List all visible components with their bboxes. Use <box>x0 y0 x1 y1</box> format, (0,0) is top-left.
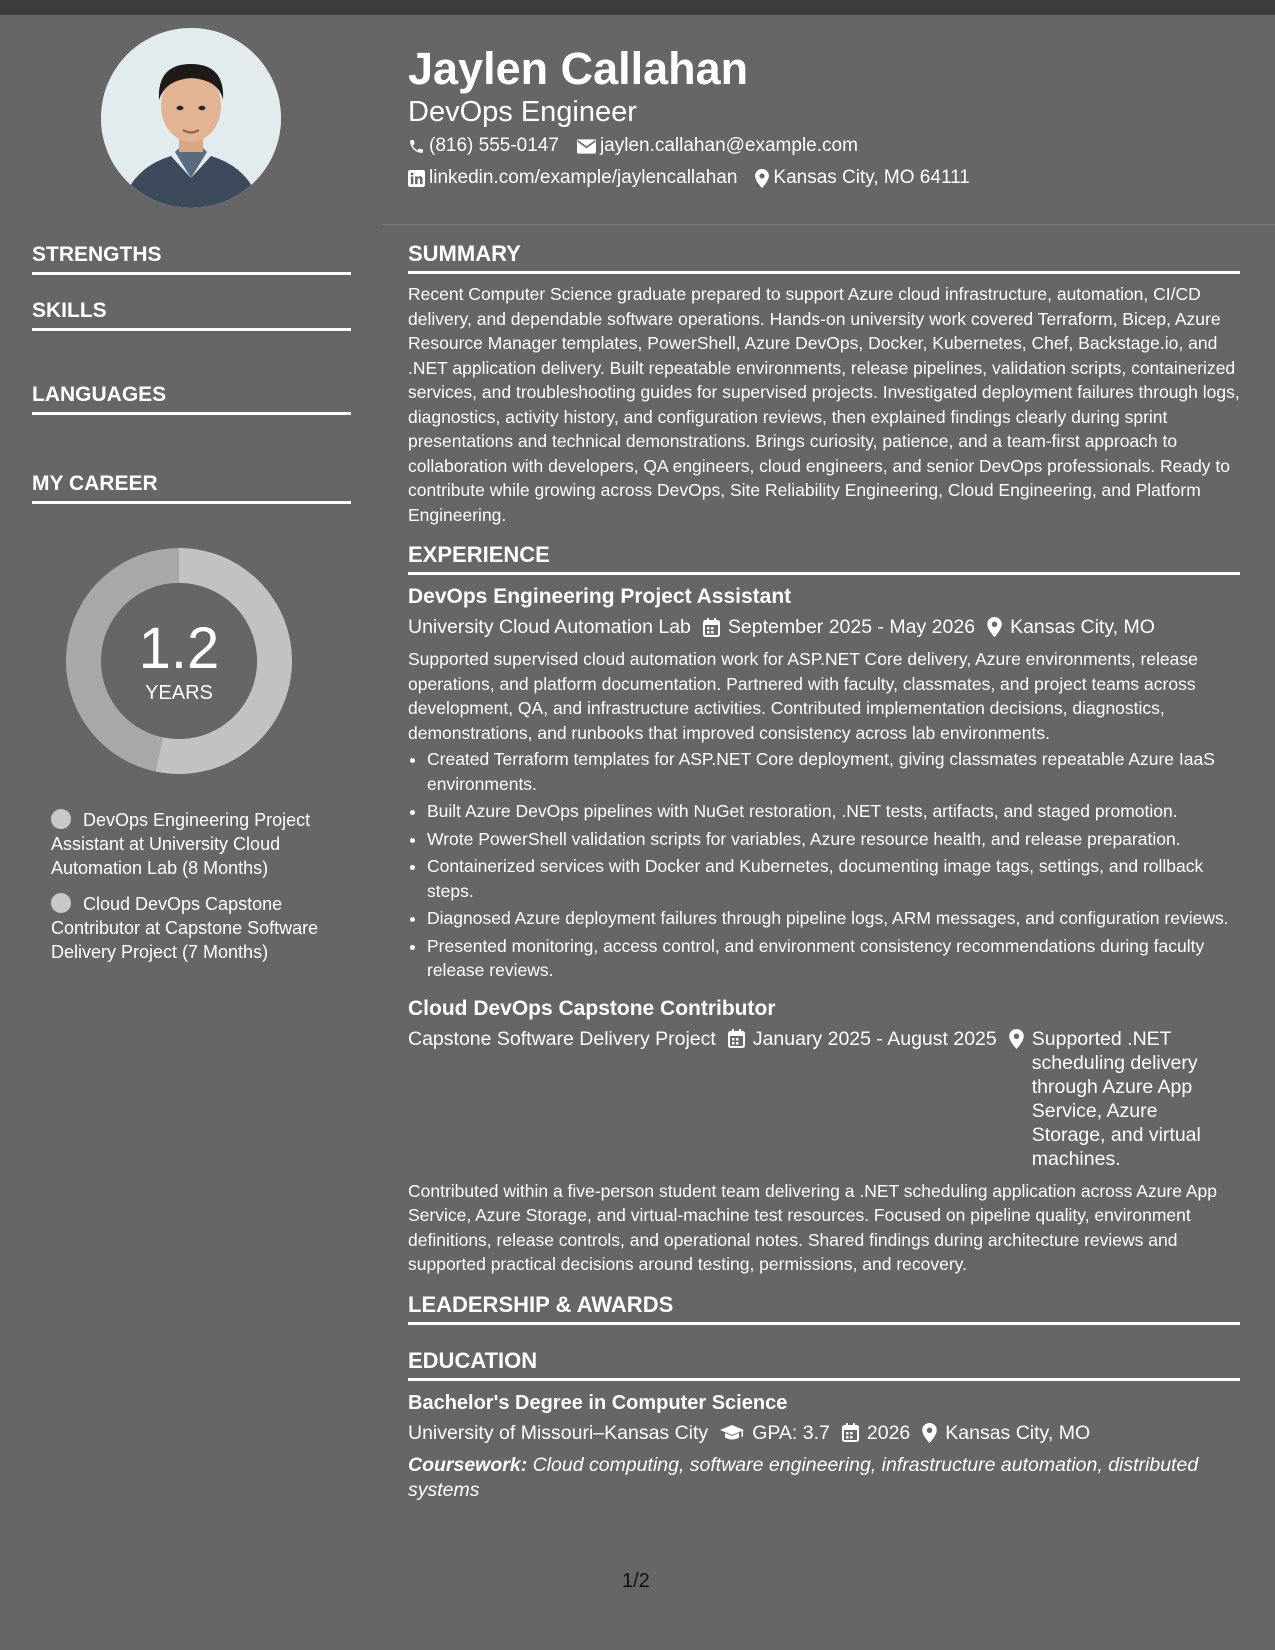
languages-heading: LANGUAGES <box>32 382 351 415</box>
career-heading: MY CAREER <box>32 471 351 504</box>
career-years-unit: YEARS <box>145 682 213 704</box>
career-legend <box>51 808 326 976</box>
career-legend-item <box>51 808 326 880</box>
job-meta <box>408 615 1240 639</box>
map-pin-icon <box>755 169 769 188</box>
education-entry <box>408 1389 1240 1503</box>
degree-title: Bachelor's Degree in Computer Science <box>408 1391 788 1414</box>
map-pin-icon <box>1009 1029 1024 1049</box>
job-org: University Cloud Automation Lab <box>408 616 691 638</box>
coursework <box>408 1453 1240 1503</box>
job-org: Capstone Software Delivery Project <box>408 1027 716 1050</box>
job-bullet: • Containerized services with Docker and Kubernetes, documenting image tags, settings, and rollback steps. <box>427 854 1240 903</box>
candidate-name: Jaylen Callahan <box>408 43 749 94</box>
job-entry <box>408 995 1240 1277</box>
gpa <box>720 1421 830 1445</box>
header-divider <box>383 224 1275 225</box>
job-bullet: • Presented monitoring, access control, and environment consistency recommendations during faculty release reviews. <box>427 934 1240 983</box>
job-dates-text: September 2025 - May 2026 <box>727 616 976 638</box>
linkedin-text: linkedin.com/example/jaylencallahan <box>429 167 738 188</box>
location-text: Kansas City, MO 64111 <box>773 167 970 188</box>
job-title: Cloud DevOps Capstone Contributor <box>408 996 776 1020</box>
education-location <box>922 1421 1090 1445</box>
email-contact[interactable] <box>577 134 858 158</box>
main-column <box>408 240 1240 1503</box>
calendar-icon <box>703 618 720 637</box>
contact-row-2 <box>408 166 988 190</box>
job-location-text: Supported .NET scheduling delivery through Azure App Service, Azure Storage, and virtual machines. <box>1031 1027 1201 1170</box>
job-bullet: • Built Azure DevOps pipelines with NuGet restoration, .NET tests, artifacts, and staged promotion. <box>427 799 1240 824</box>
graduation-year-text: 2026 <box>866 1421 911 1444</box>
job-bullets <box>408 747 1240 983</box>
linkedin-contact[interactable] <box>408 166 737 190</box>
job-bullet: • Created Terraform templates for ASP.NET Core deployment, giving classmates repeatable Azure IaaS environments. <box>427 747 1240 796</box>
graduation-year <box>842 1421 910 1445</box>
experience-heading: EXPERIENCE <box>408 541 1240 575</box>
strengths-heading: STRENGTHS <box>32 242 351 275</box>
email-text: jaylen.callahan@example.com <box>599 135 858 156</box>
top-bar <box>0 0 1275 15</box>
summary-text: Recent Computer Science graduate prepared to support Azure cloud infrastructure, automation, CI/CD delivery, and dependable software operations. Hands-on university work covered Terraform, Bicep, Azure Resource Manager templates, PowerShell, Azure DevOps, Docker, Kubernetes, Chef, Backstage.io, and .NET application delivery. Built repeatable environments, release pipelines, validation scripts, containerized services, and troubleshooting guides for supervised projects. Investigated deployment failures through logs, diagnostics, activity history, and configuration reviews, then explained findings clearly during sprint presentations and technical demonstrations. Brings curiosity, patience, and a team-first approach to collaboration with developers, QA engineers, cloud engineers, and senior DevOps professionals. Ready to contribute while growing across DevOps, Site Reliability Engineering, Cloud Engineering, and Platform Engineering. <box>408 284 1240 525</box>
profile-photo <box>101 28 281 208</box>
summary-heading: SUMMARY <box>408 240 1240 274</box>
job-bullet: • Wrote PowerShell validation scripts for variables, Azure resource health, and release preparation. <box>427 827 1240 852</box>
job-meta <box>408 1027 1240 1171</box>
location-contact <box>755 166 969 190</box>
map-pin-icon <box>922 1423 937 1443</box>
leadership-heading: LEADERSHIP & AWARDS <box>408 1291 1240 1325</box>
page-number: 1/2 <box>622 1570 650 1592</box>
calendar-icon <box>728 1029 745 1048</box>
envelope-icon <box>577 139 596 154</box>
job-location <box>1009 1027 1210 1171</box>
legend-dot <box>51 809 71 829</box>
job-description: Contributed within a five-person student team delivering a .NET scheduling application across Azure App Service, Azure Storage, and virtual-machine test resources. Focused on pipeline quality, environment definitions, release controls, and operational notes. Shared findings during architecture reviews and supported practical decisions around testing, permissions, and recovery. <box>408 1180 1218 1274</box>
job-dates <box>703 615 975 639</box>
education-heading: EDUCATION <box>408 1347 1240 1381</box>
gpa-text: GPA: 3.7 <box>752 1421 830 1444</box>
job-entry <box>408 583 1240 983</box>
job-location-text: Kansas City, MO <box>1010 616 1155 638</box>
job-dates <box>728 1027 997 1051</box>
job-description: Supported supervised cloud automation work for ASP.NET Core delivery, Azure environments, release operations, and platform documentation. Partnered with faculty, classmates, and project teams across development, QA, and infrastructure activities. Contributed implementation decisions, diagnostics, demonstrations, and runbooks that improved consistency across lab environments. <box>408 649 1198 743</box>
education-meta <box>408 1421 1240 1445</box>
phone-text: (816) 555-0147 <box>429 135 559 156</box>
map-pin-icon <box>987 617 1002 637</box>
coursework-label: Coursework: <box>408 1453 528 1476</box>
school-name: University of Missouri–Kansas City <box>408 1421 709 1444</box>
job-dates-text: January 2025 - August 2025 <box>752 1027 997 1050</box>
career-legend-label: DevOps Engineering Project Assistant at University Cloud Automation Lab (8 Months) <box>51 810 311 878</box>
legend-dot <box>51 893 71 913</box>
career-legend-label: Cloud DevOps Capstone Contributor at Capstone Software Delivery Project (7 Months) <box>51 894 319 962</box>
job-location <box>987 615 1155 639</box>
candidate-title: DevOps Engineer <box>408 96 637 128</box>
career-years-value: 1.2 <box>138 616 220 681</box>
linkedin-icon <box>408 170 425 187</box>
education-location-text: Kansas City, MO <box>945 1421 1091 1444</box>
skills-heading: SKILLS <box>32 298 351 331</box>
career-legend-item <box>51 892 326 964</box>
graduation-cap-icon <box>720 1424 744 1442</box>
phone-icon <box>408 138 425 155</box>
phone-contact <box>408 134 559 158</box>
job-title: DevOps Engineering Project Assistant <box>408 585 792 608</box>
job-bullet: • Diagnosed Azure deployment failures through pipeline logs, ARM messages, and configuration reviews. <box>427 906 1240 931</box>
coursework-text: Cloud computing, software engineering, infrastructure automation, distributed systems <box>408 1453 1199 1501</box>
calendar-icon <box>842 1423 859 1442</box>
contact-row-1 <box>408 134 876 158</box>
